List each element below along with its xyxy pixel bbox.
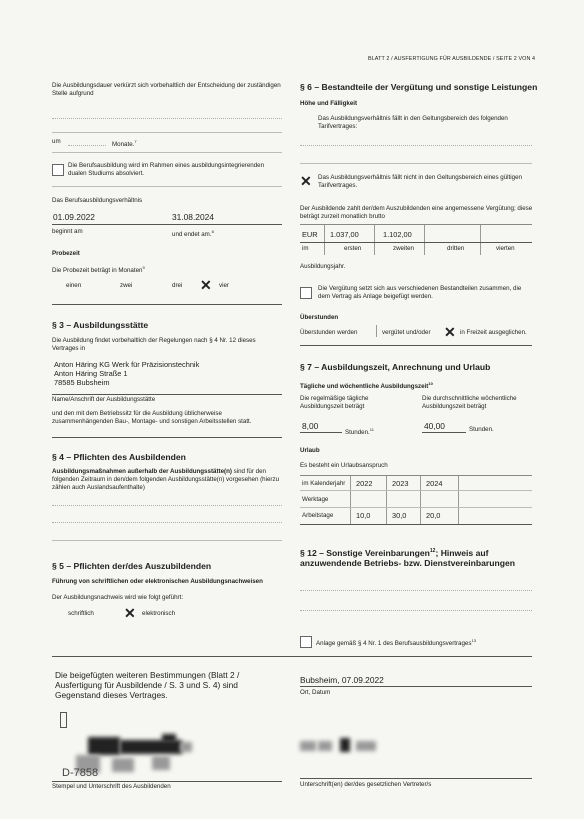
vacation-year-3: 2024 [426,479,443,488]
probation-option-2[interactable]: zwei [120,282,133,289]
vacation-days-3: 20,0 [426,511,441,520]
duration-text: Die Ausbildungsdauer verkürzt sich vorbehaltlich der Entscheidung der zuständigen Stelle aufgrund [52,82,281,97]
record-option-written[interactable]: schriftlich [68,610,94,617]
year-2-label: zweiten [393,245,414,252]
relationship-label: Das Berufsausbildungsverhältnis [52,197,143,204]
start-label: beginnt am [52,228,83,235]
vacation-days-1: 10,0 [356,511,371,520]
section-3-text: Die Ausbildung findet vorbehaltlich der Regelungen nach § 4 Nr. 12 dieses Vertrages in [52,337,256,352]
place-date-label: Ort, Datum [300,689,331,696]
address-line-3: 78585 Bubsheim [54,378,110,387]
overtime-free-time[interactable]: in Freizeit ausgeglichen. [460,329,527,336]
section-3-title: § 3 – Ausbildungsstätte [52,320,149,330]
stamp-mark [60,712,67,728]
um-label: um [52,138,61,145]
section-6-subtitle: Höhe und Fälligkeit [300,100,358,107]
record-option-electronic[interactable]: elektronisch [142,610,176,617]
sheet-header: BLATT 2 / AUSFERTIGUNG FÜR AUSBILDENDE / SEITE 2 VON 4 [368,56,536,62]
year-4-label: vierten [496,245,515,252]
components-checkbox[interactable] [300,287,312,299]
working-days-label: Arbeitstage [302,512,334,519]
vacation-days-2: 30,0 [392,511,407,520]
dual-study-checkbox[interactable] [52,164,64,176]
im-label: im [302,245,309,252]
currency: EUR [302,230,318,239]
vacation-year-2: 2023 [392,479,409,488]
overtime-title: Überstunden [300,314,339,321]
attachment-text: Anlage gemäß § 4 Nr. 1 des Berufsausbildungsvertrages$^{13}$ [316,638,476,648]
end-date: 31.08.2024 [172,212,214,222]
tariff-in-text: Das Ausbildungsverhältnis fällt in den Geltungsbereich des folgenden Tarifvertrages: [318,115,508,130]
daily-label: Die regelmäßige tägliche Ausbildungszeit beträgt [300,395,369,410]
section-7-subtitle: Tägliche und wöchentliche Ausbildungszeit$^{10}$ [300,381,433,391]
section-7-title: § 7 – Ausbildungszeit, Anrechnung und Urlaub [300,362,491,372]
overtime-paid[interactable]: vergütet und/oder [382,329,431,336]
remuneration-text: Der Ausbildende zahlt der/dem Auszubildenden eine angemessene Vergütung; diese beträgt zurzeit monatlich brutto [300,205,533,220]
probation-option-1[interactable]: einen [66,282,82,289]
section-4-title: § 4 – Pflichten des Ausbildenden [52,452,186,462]
place-date: Bubsheim, 07.09.2022 [300,675,384,685]
weekly-label: Die durchschnittliche wöchentliche Ausbildungszeit beträgt [422,395,517,410]
pay-year-1: 1.037,00 [330,230,359,239]
daily-unit: Stunden.$^{11}$ [345,427,374,437]
section-3-text-2: und den mit dem Betriebssitz für die Ausbildung üblicherweise zusammenhängenden Bau-, Montage- und sonstigen Arbeitsstellen statt. [52,410,252,425]
section-5-title: § 5 – Pflichten der/des Auszubildenden [52,561,212,571]
year-1-label: ersten [344,245,362,252]
signature-label-right: Unterschrift(en) der/des gesetzlichen Vertreter/s [300,781,432,788]
tariff-out-text: Das Ausbildungsverhältnis fällt nicht in den Geltungsbereich eines gültigen Tarifvertrages. [318,174,522,189]
weekly-hours: 40,00 [424,421,445,431]
bottom-text: Die beigefügten weiteren Bestimmungen (Blatt 2 / Ausfertigung für Ausbildende / S. 3 und S. 4) sind Gegenstand dieses Vertrages. [55,670,240,700]
start-date: 01.09.2022 [53,212,95,222]
calendar-year-label: im Kalenderjahr [302,480,346,487]
checked-x-icon[interactable]: ✕ [300,173,312,189]
daily-hours: 8,00 [302,421,319,431]
overtime-text: Überstunden werden [300,329,358,336]
address-label: Name/Anschrift der Ausbildungsstätte [52,396,156,403]
checked-x-icon[interactable]: ✕ [200,277,212,293]
signature-label-left: Stempel und Unterschrift des Ausbildenden [52,783,171,790]
checked-x-icon[interactable]: ✕ [124,605,136,621]
vacation-year-1: 2022 [356,479,373,488]
address-line-2: Anton Häring Straße 1 [54,369,128,378]
vacation-text: Es besteht ein Urlaubsanspruch [300,462,388,469]
pay-year-2: 1.102,00 [383,230,412,239]
probation-title: Probezeit [52,250,80,257]
section-5-subtitle: Führung von schriftlichen oder elektronischen Ausbildungsnachweisen [52,578,263,585]
stamp-text: D-7858 [62,767,99,779]
dual-study-text: Die Berufsausbildung wird im Rahmen eines ausbildungsintegrierenden dualen Studiums absolviert. [68,162,265,177]
workdays-label: Werktage [302,496,329,503]
vacation-title: Urlaub [300,447,320,454]
attachment-checkbox[interactable] [300,636,312,648]
probation-option-3[interactable]: drei [172,282,183,289]
section-4-text: Ausbildungsmaßnahmen außerhalb der Ausbildungsstätte(n) sind für den folgenden Zeitraum in den/dem folgenden Ausbildungsstätte(n) vorgesehen (hierzu zählen auch Auslandsaufenthalte) [52,468,280,491]
year-3-label: dritten [447,245,465,252]
checked-x-icon[interactable]: ✕ [444,324,456,340]
section-12-title: § 12 – Sonstige Vereinbarungen$^{12}$; Hinweis auf anzuwendende Betriebs- bzw. Dienstvereinbarungen [300,547,516,568]
training-year-label: Ausbildungsjahr. [300,263,346,270]
probation-option-4[interactable]: vier [219,282,229,289]
monate-label: Monate.$^7$ [112,139,137,149]
end-label: und endet am.$^8$ [172,229,214,239]
address-line-1: Anton Häring KG Werk für Präzisionstechnik [54,360,200,369]
section-6-title: § 6 – Bestandteile der Vergütung und sonstige Leistungen [300,82,538,92]
weekly-unit: Stunden. [469,426,494,433]
components-text: Die Vergütung setzt sich aus verschiedenen Bestandteilen zusammen, die dem Vertrag als Anlage beigefügt werden. [318,285,522,300]
section-5-text: Der Ausbildungsnachweis wird wie folgt geführt: [52,594,184,601]
probation-text: Die Probezeit beträgt in Monaten$^9$ [52,265,145,275]
